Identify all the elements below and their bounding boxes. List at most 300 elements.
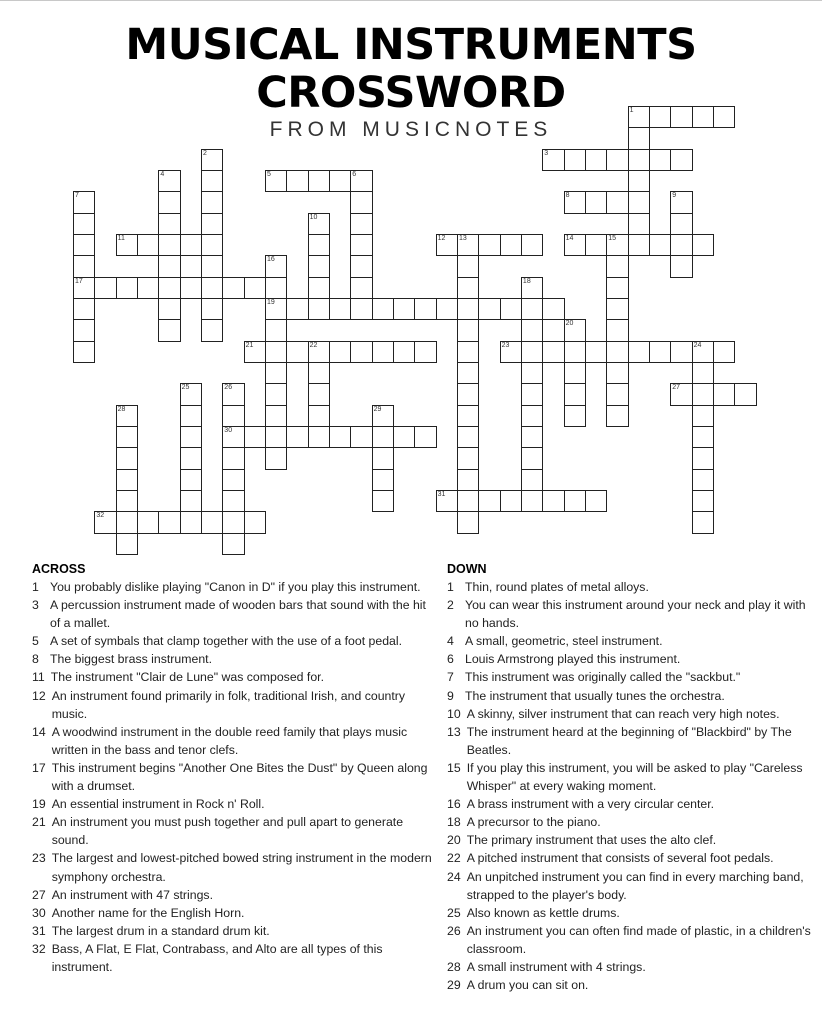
clue-number: 6 [447,652,454,667]
across-clue [32,668,432,686]
grid-cell[interactable] [73,234,95,256]
grid-cell[interactable] [606,405,628,427]
clue-number: 12 [32,688,46,703]
grid-cell[interactable] [265,426,287,448]
grid-cell[interactable] [692,234,714,256]
grid-cell[interactable] [670,383,692,405]
clue-text: An instrument you can often find made of plastic, in a children's classroom. [466,923,811,956]
clue-number: 8 [32,652,39,667]
grid-cell[interactable] [265,405,287,427]
grid-cell[interactable] [692,447,714,469]
grid-cell[interactable] [649,341,671,363]
grid-cell[interactable] [606,277,628,299]
grid-cell[interactable] [542,298,564,320]
down-clue [447,596,817,632]
grid-cell[interactable] [244,341,266,363]
clue-text: This instrument begins "Another One Bites the Dust" by Queen along with a drumset. [51,760,428,794]
grid-cell[interactable] [606,234,628,256]
across-heading: ACROSS [32,562,86,576]
grid-cell[interactable] [73,319,95,341]
cell-number: 3 [544,149,549,157]
grid-cell[interactable] [350,255,372,277]
grid-cell[interactable] [500,341,522,363]
grid-cell[interactable] [606,362,628,384]
across-clue [32,795,432,813]
grid-cell[interactable] [286,170,308,192]
cell-number: 32 [96,512,105,520]
grid-cell[interactable] [606,191,628,213]
clue-text: A woodwind instrument in the double reed family that plays music written in the bass and tenor clefs. [51,724,408,757]
grid-cell[interactable] [585,149,607,171]
across-clue [32,759,432,795]
grid-cell[interactable] [649,234,671,256]
grid-cell[interactable] [606,341,628,363]
clue-text: An instrument you must push together and pull apart to generate sound. [51,815,404,848]
grid-cell[interactable] [670,106,692,128]
clue-text: A precursor to the piano. [466,815,601,830]
clue-number: 25 [447,905,461,920]
grid-cell[interactable] [158,298,180,320]
grid-cell[interactable] [201,298,223,320]
grid-cell[interactable] [393,341,415,363]
grid-cell[interactable] [94,277,116,299]
grid-cell[interactable] [564,383,586,405]
across-clue [32,596,432,632]
grid-cell[interactable] [606,149,628,171]
grid-cell[interactable] [628,341,650,363]
across-clue [32,813,432,849]
grid-cell[interactable] [713,106,735,128]
grid-cell[interactable] [308,213,330,235]
grid-cell[interactable] [436,298,458,320]
grid-cell[interactable] [180,383,202,405]
grid-cell[interactable] [564,234,586,256]
grid-cell[interactable] [606,298,628,320]
grid-cell[interactable] [308,383,330,405]
page-title-line-2: CROSSWORD [256,68,566,118]
grid-cell[interactable] [201,149,223,171]
grid-cell[interactable] [201,191,223,213]
grid-cell[interactable] [350,191,372,213]
grid-cell[interactable] [670,149,692,171]
clue-text: You can wear this instrument around your neck and play it with no hands. [465,598,806,631]
grid-cell[interactable] [478,234,500,256]
cell-number: 18 [522,277,531,285]
across-clue [32,578,432,596]
grid-cell[interactable] [564,191,586,213]
grid-cell[interactable] [350,213,372,235]
grid-cell[interactable] [393,426,415,448]
grid-cell[interactable] [94,511,116,533]
cell-number: 4 [160,170,165,178]
grid-cell[interactable] [564,490,586,512]
grid-cell[interactable] [585,191,607,213]
grid-cell[interactable] [201,511,223,533]
down-clue [447,759,817,795]
grid-cell[interactable] [265,362,287,384]
clue-text: Bass, A Flat, E Flat, Contrabass, and Alto are all types of this instrument. [51,941,383,974]
grid-cell[interactable] [670,234,692,256]
grid-cell[interactable] [521,426,543,448]
grid-cell[interactable] [521,341,543,363]
grid-cell[interactable] [116,405,138,427]
grid-cell[interactable] [372,298,394,320]
grid-cell[interactable] [372,490,394,512]
grid-cell[interactable] [564,405,586,427]
grid-cell[interactable] [457,234,479,256]
grid-cell[interactable] [329,426,351,448]
grid-cell[interactable] [564,319,586,341]
clue-number: 23 [32,851,46,866]
grid-cell[interactable] [201,234,223,256]
clue-number: 17 [32,760,46,775]
grid-cell[interactable] [222,511,244,533]
grid-cell[interactable] [73,277,95,299]
grid-cell[interactable] [222,405,244,427]
grid-cell[interactable] [585,234,607,256]
cell-number: 6 [352,170,357,178]
grid-cell[interactable] [457,490,479,512]
clue-number: 1 [447,580,454,594]
grid-cell[interactable] [180,490,202,512]
grid-cell[interactable] [457,255,479,277]
grid-cell[interactable] [457,277,479,299]
grid-cell[interactable] [180,511,202,533]
grid-cell[interactable] [308,362,330,384]
cell-number: 23 [501,341,510,349]
grid-cell[interactable] [329,170,351,192]
grid-cell[interactable] [180,447,202,469]
clue-number: 4 [447,634,454,649]
grid-cell[interactable] [73,298,95,320]
grid-cell[interactable] [308,255,330,277]
grid-cell[interactable] [692,469,714,491]
grid-cell[interactable] [670,341,692,363]
grid-cell[interactable] [308,234,330,256]
grid-cell[interactable] [457,298,479,320]
grid-cell[interactable] [564,149,586,171]
grid-cell[interactable] [201,213,223,235]
cell-number: 8 [565,192,570,200]
grid-cell[interactable] [329,341,351,363]
grid-cell[interactable] [393,298,415,320]
cell-number: 25 [181,384,190,392]
grid-cell[interactable] [692,362,714,384]
clue-text: The instrument heard at the beginning of "Blackbird" by The Beatles. [466,724,792,757]
grid-cell[interactable] [692,426,714,448]
grid-cell[interactable] [350,277,372,299]
grid-cell[interactable] [308,426,330,448]
grid-cell[interactable] [265,255,287,277]
grid-cell[interactable] [116,490,138,512]
grid-cell[interactable] [116,447,138,469]
grid-cell[interactable] [308,170,330,192]
grid-cell[interactable] [692,341,714,363]
grid-cell[interactable] [265,383,287,405]
cell-number: 2 [202,149,207,157]
grid-cell[interactable] [265,298,287,320]
cell-number: 24 [693,341,702,349]
clue-text: A small, geometric, steel instrument. [465,634,663,649]
down-clue-list [447,578,817,994]
clue-number: 5 [32,634,39,649]
clue-text: Another name for the English Horn. [51,905,245,920]
grid-cell[interactable] [628,106,650,128]
grid-cell[interactable] [116,277,138,299]
grid-cell[interactable] [457,447,479,469]
grid-cell[interactable] [457,405,479,427]
grid-cell[interactable] [265,277,287,299]
grid-cell[interactable] [222,447,244,469]
grid-cell[interactable] [137,277,159,299]
clue-text: A brass instrument with a very circular center. [466,797,715,812]
grid-cell[interactable] [713,383,735,405]
grid-cell[interactable] [521,469,543,491]
grid-cell[interactable] [116,533,138,555]
clue-text: The largest and lowest-pitched bowed string instrument in the modern symphony orchestra. [51,851,432,884]
grid-cell[interactable] [158,319,180,341]
clue-number: 29 [447,978,461,993]
grid-cell[interactable] [308,341,330,363]
cell-number: 16 [266,256,275,264]
clue-number: 18 [447,815,461,830]
grid-cell[interactable] [350,234,372,256]
grid-cell[interactable] [372,405,394,427]
grid-cell[interactable] [414,298,436,320]
grid-cell[interactable] [457,319,479,341]
grid-cell[interactable] [137,511,159,533]
grid-cell[interactable] [542,490,564,512]
grid-cell[interactable] [73,191,95,213]
grid-cell[interactable] [628,149,650,171]
grid-cell[interactable] [436,490,458,512]
grid-cell[interactable] [116,469,138,491]
cell-number: 1 [629,107,634,114]
grid-cell[interactable] [457,426,479,448]
grid-cell[interactable] [286,298,308,320]
cell-number: 14 [565,234,574,242]
grid-cell[interactable] [692,490,714,512]
grid-cell[interactable] [158,234,180,256]
grid-cell[interactable] [286,341,308,363]
grid-cell[interactable] [521,405,543,427]
grid-cell[interactable] [201,319,223,341]
cell-number: 28 [117,405,126,413]
grid-cell[interactable] [201,170,223,192]
grid-cell[interactable] [201,255,223,277]
grid-cell[interactable] [713,341,735,363]
grid-cell[interactable] [73,341,95,363]
grid-cell[interactable] [308,405,330,427]
grid-cell[interactable] [670,213,692,235]
grid-cell[interactable] [222,277,244,299]
down-clue [447,922,817,958]
grid-cell[interactable] [500,490,522,512]
cell-number: 13 [458,234,467,242]
grid-cell[interactable] [692,383,714,405]
grid-cell[interactable] [585,341,607,363]
grid-cell[interactable] [649,106,671,128]
grid-cell[interactable] [521,383,543,405]
clue-number: 1 [32,580,39,594]
grid-cell[interactable] [521,319,543,341]
grid-cell[interactable] [222,426,244,448]
grid-cell[interactable] [158,511,180,533]
cell-number: 22 [309,341,318,349]
grid-cell[interactable] [265,319,287,341]
grid-cell[interactable] [628,213,650,235]
grid-cell[interactable] [350,298,372,320]
down-clue [447,795,817,813]
grid-cell[interactable] [692,511,714,533]
grid-cell[interactable] [329,298,351,320]
grid-cell[interactable] [265,170,287,192]
clue-text: A percussion instrument made of wooden bars that sound with the hit of a mallet. [50,598,426,631]
clue-number: 19 [32,797,46,812]
grid-cell[interactable] [73,255,95,277]
grid-cell[interactable] [414,426,436,448]
grid-cell[interactable] [542,149,564,171]
grid-cell[interactable] [606,383,628,405]
grid-cell[interactable] [201,277,223,299]
clue-number: 10 [447,706,461,721]
grid-cell[interactable] [457,362,479,384]
grid-cell[interactable] [350,341,372,363]
clue-text: The instrument "Clair de Lune" was composed for. [50,670,325,685]
cell-number: 5 [266,170,271,178]
grid-cell[interactable] [564,362,586,384]
down-heading: DOWN [447,562,487,576]
clue-text: Also known as kettle drums. [466,905,620,920]
grid-cell[interactable] [116,234,138,256]
grid-cell[interactable] [542,341,564,363]
grid-cell[interactable] [158,191,180,213]
grid-cell[interactable] [521,447,543,469]
grid-cell[interactable] [180,469,202,491]
grid-cell[interactable] [265,341,287,363]
grid-cell[interactable] [564,341,586,363]
grid-cell[interactable] [222,469,244,491]
clue-number: 20 [447,833,461,848]
grid-cell[interactable] [265,447,287,469]
grid-cell[interactable] [180,426,202,448]
down-clue [447,578,817,596]
clue-text: The largest drum in a standard drum kit. [51,923,270,938]
across-clue [32,940,432,976]
grid-cell[interactable] [500,298,522,320]
grid-cell[interactable] [670,191,692,213]
grid-cell[interactable] [372,447,394,469]
grid-cell[interactable] [222,490,244,512]
clue-number: 22 [447,851,461,866]
grid-cell[interactable] [222,533,244,555]
grid-cell[interactable] [116,426,138,448]
down-clue [447,668,817,686]
grid-cell[interactable] [670,255,692,277]
grid-cell[interactable] [244,511,266,533]
grid-cell[interactable] [478,298,500,320]
grid-cell[interactable] [73,213,95,235]
clue-text: You probably dislike playing "Canon in D" if you play this instrument. [50,580,421,594]
grid-cell[interactable] [137,234,159,256]
grid-cell[interactable] [222,383,244,405]
grid-cell[interactable] [244,277,266,299]
grid-cell[interactable] [500,234,522,256]
grid-cell[interactable] [372,341,394,363]
grid-cell[interactable] [350,170,372,192]
clue-text: Louis Armstrong played this instrument. [465,652,681,667]
grid-cell[interactable] [180,405,202,427]
grid-cell[interactable] [158,255,180,277]
clue-number: 15 [447,760,461,775]
across-clues [32,560,432,976]
grid-cell[interactable] [436,234,458,256]
grid-cell[interactable] [457,511,479,533]
clue-number: 27 [32,887,46,902]
grid-cell[interactable] [606,319,628,341]
grid-cell[interactable] [244,426,266,448]
grid-cell[interactable] [734,383,756,405]
across-clue [32,886,432,904]
grid-cell[interactable] [372,426,394,448]
grid-cell[interactable] [180,234,202,256]
grid-cell[interactable] [606,255,628,277]
clue-text: The primary instrument that uses the alto clef. [466,833,717,848]
grid-cell[interactable] [308,277,330,299]
grid-cell[interactable] [350,426,372,448]
down-clue [447,831,817,849]
cell-number: 31 [437,490,446,498]
grid-cell[interactable] [180,277,202,299]
grid-cell[interactable] [116,511,138,533]
cell-number: 15 [608,234,617,242]
grid-cell[interactable] [457,341,479,363]
clue-number: 2 [447,598,454,613]
grid-cell[interactable] [649,149,671,171]
grid-cell[interactable] [372,469,394,491]
grid-cell[interactable] [521,277,543,299]
clue-number: 26 [447,923,461,938]
grid-cell[interactable] [457,383,479,405]
clue-number: 7 [447,670,454,685]
grid-cell[interactable] [158,213,180,235]
grid-cell[interactable] [692,106,714,128]
grid-cell[interactable] [521,490,543,512]
grid-cell[interactable] [457,469,479,491]
grid-cell[interactable] [628,234,650,256]
across-clue [32,632,432,650]
grid-cell[interactable] [521,234,543,256]
grid-cell[interactable] [158,170,180,192]
grid-cell[interactable] [692,405,714,427]
down-clue [447,813,817,831]
grid-cell[interactable] [308,298,330,320]
grid-cell[interactable] [628,127,650,149]
down-clues [447,560,817,994]
grid-cell[interactable] [521,362,543,384]
grid-cell[interactable] [286,426,308,448]
page-subtitle: FROM MUSICNOTES [269,118,553,141]
clue-text: The instrument that usually tunes the orchestra. [465,688,725,703]
clue-text: A pitched instrument that consists of several foot pedals. [466,851,774,866]
grid-cell[interactable] [521,298,543,320]
grid-cell[interactable] [478,490,500,512]
grid-cell[interactable] [628,170,650,192]
grid-cell[interactable] [628,191,650,213]
grid-cell[interactable] [585,490,607,512]
grid-cell[interactable] [414,341,436,363]
grid-cell[interactable] [158,277,180,299]
